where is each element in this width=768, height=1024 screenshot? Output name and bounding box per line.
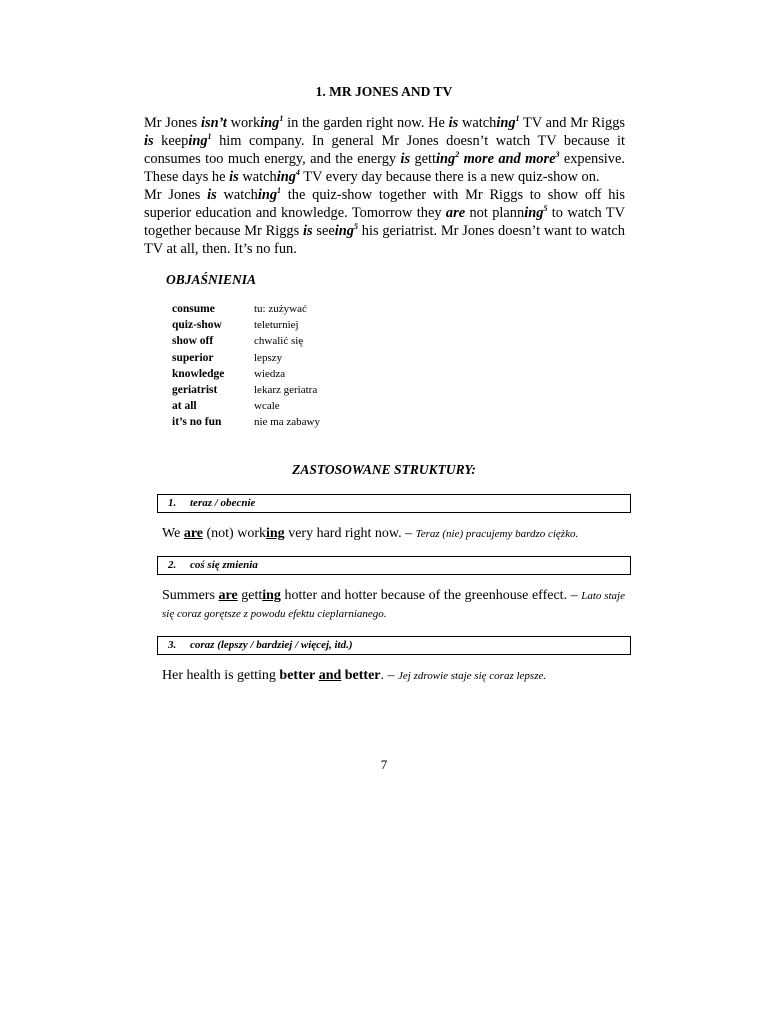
vocab-term: knowledge [172,367,225,380]
vocab-translation: lepszy [254,351,283,364]
vocab-row [172,352,320,368]
polish-translation: Jej zdrowie staje się coraz lepsze. [398,670,547,682]
vocab-row [172,400,320,416]
vocab-translation: wcale [254,400,280,413]
vocab-translation: nie ma zabawy [254,416,320,429]
structures-heading: ZASTOSOWANE STRUKTURY: [292,462,476,477]
lesson-title: 1. MR JONES AND TV [315,84,453,99]
structure-box-2 [157,556,631,575]
vocab-translation: lekarz geriatra [254,383,318,396]
vocab-term: at all [172,400,197,413]
structure-number: 2. [168,559,177,571]
story-paragraph: Mr Jones is watching$^1$ the quiz-show together with Mr Riggs to show off his superior education and knowledge. Tomorrow they are not planning$^5$ to watch TV together because Mr Riggs is seeing$^5$ his geriatrist. Mr Jones doesn’t want to watch TV at all, then. It’s no fun. [144,186,625,257]
structure-label: teraz / obecnie [190,497,256,509]
structure-example-3: Her health is getting better and better. – Jej zdrowie staje się coraz lepsze. [162,668,547,683]
vocab-translation: tu: zużywać [254,303,307,315]
structure-label: coraz (lepszy / bardziej / więcej, itd.) [190,639,353,651]
vocab-translation: wiedza [254,367,286,380]
vocab-row [172,368,320,384]
story-text [144,114,625,258]
story-paragraph: Mr Jones isn’t working$^1$ in the garden right now. He is watching$^1$ TV and Mr Riggs is keeping$^1$ him company. In general Mr Jones doesn’t watch TV because it consumes too much energy, and the energy is getting$^2$ more and more$^3$ expensive. These days he is watching$^4$ TV every day because there is a new quiz-show on. [144,114,626,185]
vocab-row [172,303,320,319]
structure-number: 1. [168,497,177,509]
vocab-term: show off [172,335,214,348]
structure-box-1 [157,494,631,513]
polish-translation: Teraz (nie) pracujemy bardzo ciężko. [415,528,579,540]
vocab-translation: teleturniej [254,319,299,332]
vocab-row [172,319,320,335]
page-number: 7 [380,757,388,772]
structure-example-2: Summers are getting hotter and hotter because of the greenhouse effect. – Lato staje się coraz gorętsze z powodu efektu cieplarnianego. [162,588,626,620]
polish-translation: Lato staje się coraz gorętsze z powodu efektu cieplarnianego. [162,590,626,620]
vocab-term: consume [172,303,215,315]
objasnienia-heading: OBJAŚNIENIA [166,272,257,287]
vocab-translation: chwalić się [254,335,304,348]
structure-example-1: We are (not) working very hard right now. – Teraz (nie) pracujemy bardzo ciężko. [162,526,579,541]
structure-box-3 [157,636,631,655]
vocab-row [172,384,320,400]
vocab-row [172,416,320,432]
vocab-term: geriatrist [172,383,218,396]
vocab-term: quiz-show [172,319,222,332]
vocab-row [172,335,320,351]
structure-label: coś się zmienia [190,559,258,571]
structure-number: 3. [168,639,177,651]
vocab-term: superior [172,351,214,364]
vocab-term: it’s no fun [172,416,222,429]
vocabulary-table [172,303,320,433]
